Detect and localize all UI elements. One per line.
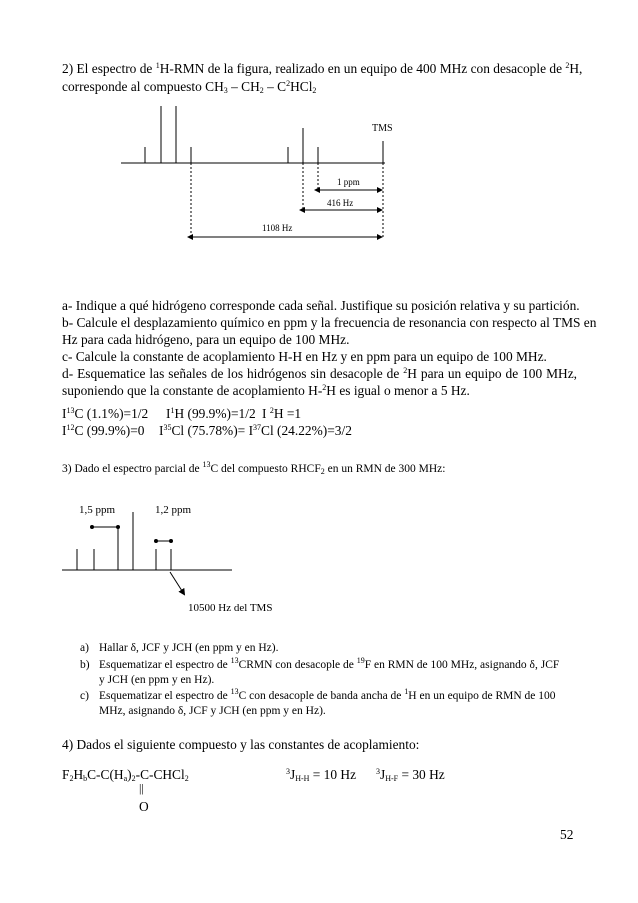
q3-item-c-letter: c) — [80, 690, 89, 702]
q4-j1-c: H-H — [295, 774, 310, 783]
q3-item-b-l1b: 13 — [230, 656, 239, 665]
iso-r2b-b: 35 — [163, 423, 172, 432]
q4-title: 4) Dados el siguiente compuesto y las constantes de acoplamiento: — [62, 737, 420, 752]
q2-line2-b: 3 — [223, 86, 228, 95]
q4-f-f: a — [123, 774, 128, 783]
iso-r1c-a: I — [262, 406, 270, 421]
q4-formula — [62, 766, 189, 783]
q2-line2-c: – CH — [227, 79, 260, 94]
q2-isotope-r1b — [166, 405, 256, 422]
q2-item-d1b: 2 — [403, 366, 408, 375]
q2-line1-c: H-RMN de la figura, realizado en un equipo de 400 MHz con desacople de — [159, 61, 566, 76]
q3-title-a: 3) Dado el espectro parcial de — [62, 463, 203, 475]
q4-j-hf — [376, 766, 445, 783]
q3-item-b-line2: y JCH (en ppm y en Hz). — [99, 674, 215, 686]
q2-dim1-label: 1 ppm — [337, 177, 360, 187]
iso-r1a-b: 13 — [66, 406, 75, 415]
q4-double-bond: || — [139, 781, 144, 795]
iso-r2a-a: I — [62, 423, 67, 438]
q2-line1-b: 1 — [155, 61, 160, 70]
iso-r1c-c: H =1 — [273, 406, 302, 421]
q2-isotope-r2a — [62, 422, 145, 439]
q3-pointer-arrow — [170, 572, 184, 594]
q3-title-b: 13 — [202, 460, 211, 469]
q4-j1-d: = 10 Hz — [309, 767, 357, 782]
q2-line1 — [62, 60, 583, 77]
q3-title-d: 2 — [320, 467, 325, 476]
q3-item-b-l1c: CRMN con desacople de — [238, 659, 357, 671]
iso-r1a-c: C (1.1%)=1/2 — [74, 406, 149, 421]
q2-isotope-r2b — [159, 422, 352, 439]
q2-isotope-r1c — [262, 405, 301, 422]
q4-f-i: -C-CHCl — [135, 767, 185, 782]
q3-coupling-dot — [116, 525, 120, 529]
q2-line1-d: 2 — [565, 61, 570, 70]
q4-f-c: H — [73, 767, 84, 782]
q2-tms-label: TMS — [372, 123, 393, 134]
q4-f-b: 2 — [69, 774, 74, 783]
iso-r2b-d: 37 — [253, 423, 262, 432]
page-number: 52 — [560, 827, 574, 842]
q4-j2-a: 3 — [376, 767, 380, 776]
q3-label-2: 1,2 ppm — [155, 504, 192, 516]
q3-item-a — [80, 641, 279, 656]
iso-r1b-b: 1 — [170, 406, 175, 415]
q2-item-a: a- Indique a qué hidrógeno corresponde cada señal. Justifique su posición relativa y su partición. — [62, 298, 580, 313]
q2-item-d2a: suponiendo que la constante de acoplamiento H- — [62, 383, 323, 398]
iso-r2b-a: I — [159, 423, 164, 438]
q3-item-c-l1c: C con desacople de banda ancha de — [238, 690, 405, 702]
iso-r1b-c: H (99.9%)=1/2 — [174, 406, 256, 421]
iso-r1a-a: I — [62, 406, 67, 421]
iso-r2b-e: Cl (24.22%)=3/2 — [261, 423, 352, 438]
q4-j2-b: J — [380, 767, 386, 782]
q2-line2 — [62, 78, 316, 95]
q3-coupling-dot — [154, 539, 158, 543]
q2-item-d2c: H es igual o menor a 5 Hz. — [326, 383, 470, 398]
q2-line1-e: H, — [569, 61, 583, 76]
q4-f-d: b — [83, 774, 88, 783]
q3-label-3: 10500 Hz del TMS — [188, 602, 273, 614]
q4-f-a: F — [62, 767, 70, 782]
q2-item-d1a: d- Esquematice las señales de los hidrógenos sin desacople de — [62, 366, 404, 381]
q3-item-b-l1e: F en RMN de 100 MHz, asignando δ, JCF — [364, 659, 560, 671]
q3-item-a-text: Hallar δ, JCF y JCH (en ppm y en Hz). — [99, 642, 279, 654]
q2-line2-g: HCl — [290, 79, 313, 94]
q2-line2-e: – C — [263, 79, 287, 94]
q4-oxygen: O — [139, 799, 149, 814]
q3-label-1: 1,5 ppm — [79, 504, 116, 516]
q3-item-c-l1a: Esquematizar el espectro de — [99, 690, 231, 702]
q2-line1-a: 2) El espectro de — [62, 61, 156, 76]
q3-title — [62, 462, 445, 477]
q2-line2-f: 2 — [286, 79, 291, 88]
q3-item-b — [80, 658, 559, 673]
q4-j-hh — [286, 766, 356, 783]
q2-dim2-label: 416 Hz — [327, 198, 354, 208]
q3-item-c-l1d: 1 — [404, 687, 409, 696]
q2-line2-h: 2 — [312, 86, 317, 95]
q2-dim3-label: 1108 Hz — [262, 223, 293, 233]
q3-item-c-line2: MHz, asignando δ, JCF y JCH (en ppm y en Hz). — [99, 705, 326, 717]
q3-item-c-l1b: 13 — [230, 687, 239, 696]
q3-title-c: C del compuesto RHCF — [210, 463, 321, 475]
iso-r1b-a: I — [166, 406, 171, 421]
q3-item-c — [80, 689, 556, 704]
iso-r2a-b: 12 — [66, 423, 75, 432]
q4-j1-b: J — [290, 767, 296, 782]
q2-line2-a: corresponde al compuesto CH — [62, 79, 224, 94]
q2-item-d1c: H para un equipo de 100 MHz, — [407, 366, 577, 381]
q3-coupling-dot — [169, 539, 173, 543]
iso-r1c-b: 2 — [269, 406, 274, 415]
q2-line2-d: 2 — [259, 86, 264, 95]
iso-r2a-c: C (99.9%)=0 — [74, 423, 145, 438]
q3-coupling-dot — [90, 525, 94, 529]
q2-item-c: c- Calcule la constante de acoplamiento H-H en Hz y en ppm para un equipo de 100 MHz. — [62, 349, 547, 364]
q4-f-h: 2 — [131, 774, 136, 783]
q3-item-b-letter: b) — [80, 659, 90, 671]
q4-f-j: 2 — [184, 774, 189, 783]
q2-item-d2 — [62, 382, 470, 399]
q2-item-d2b: 2 — [322, 383, 327, 392]
q2-item-d1 — [62, 365, 577, 382]
iso-r2b-c: Cl (75.78%)= I — [171, 423, 254, 438]
q2-item-b2: Hz para cada hidrógeno, para un equipo de 100 MHz. — [62, 332, 350, 347]
q3-title-e: en un RMN de 300 MHz: — [324, 463, 446, 475]
q2-item-b1: b- Calcule el desplazamiento químico en ppm y la frecuencia de resonancia con respecto al TMS en — [62, 315, 597, 330]
q4-f-g: ) — [127, 767, 132, 782]
q2-isotope-r1a — [62, 405, 148, 422]
q4-j2-d: = 30 Hz — [398, 767, 445, 782]
q3-item-c-l1e: H en un equipo de RMN de 100 — [408, 690, 556, 702]
q3-item-b-l1d: 19 — [356, 656, 365, 665]
q3-item-a-letter: a) — [80, 642, 89, 654]
q4-j1-a: 3 — [286, 767, 290, 776]
q4-j2-c: H-F — [385, 774, 399, 783]
q3-item-b-l1a: Esquematizar el espectro de — [99, 659, 231, 671]
q4-f-e: C-C(H — [87, 767, 124, 782]
